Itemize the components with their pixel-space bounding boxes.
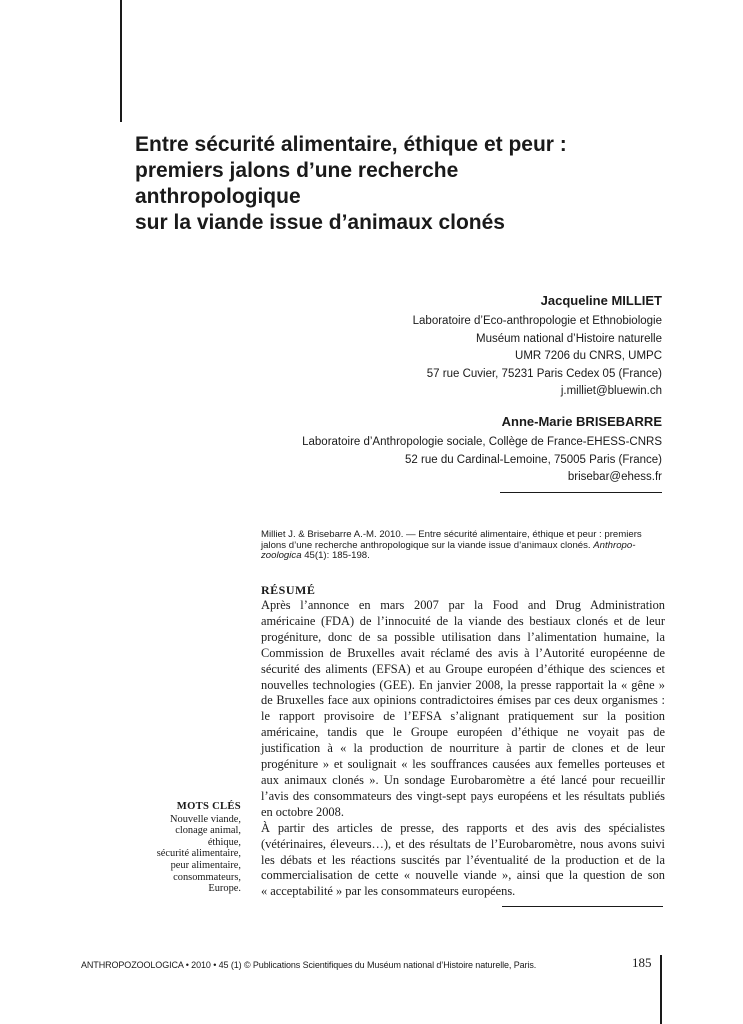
author-name: Anne-Marie BRISEBARRE — [501, 414, 662, 429]
text-line: justification à « la production de nourriture à partir de clones et de leur — [261, 741, 665, 756]
keyword: sécurité alimentaire, — [156, 848, 241, 860]
text-line: de Bruxelles face aux opinions contradictoires émises par ces deux organismes : — [261, 693, 665, 708]
author-block-2 — [302, 413, 662, 487]
keyword: peur alimentaire, — [170, 859, 241, 871]
text-line: américaine, tandis que le Groupe européen d’éthique ne voyait pas de — [261, 725, 665, 740]
keyword: clonage animal, — [175, 825, 241, 837]
text-line: Commission de Bruxelles avait réclamé des avis à l’Autorité européenne de — [261, 645, 665, 660]
text-line: en octobre 2008. — [261, 804, 344, 819]
top-vertical-rule — [120, 0, 122, 122]
author-divider — [500, 492, 662, 493]
text-line: commercialisation de cette « nouvelle viande », ainsi que la question de son — [261, 868, 665, 883]
citation — [261, 530, 666, 562]
resume-body — [261, 598, 665, 900]
author-name: Jacqueline MILLIET — [540, 293, 662, 308]
text-line: progéniture, donc de sa possible utilisation dans l’alimentation humaine, la — [261, 629, 665, 644]
text-line: le rapport provisoire de l’EFSA s’alignant pratiquement sur la position — [261, 709, 665, 724]
bottom-vertical-rule — [660, 955, 662, 1024]
keyword: consommateurs, — [173, 871, 241, 883]
affiliation-line: Laboratoire d’Anthropologie sociale, Collège de France-EHESS-CNRS — [302, 436, 662, 448]
text-line: progéniture » et soulignait « les souffrances causées aux femelles porteuses et — [261, 757, 665, 772]
affiliation-line: Muséum national d’Histoire naturelle — [475, 332, 662, 345]
keyword: Europe. — [208, 883, 241, 895]
keywords-block — [157, 801, 241, 895]
text-line: nouvelles technologies (GEE). En janvier 2008, la presse rapportait la « gêne » — [261, 677, 665, 692]
citation-text: 45(1): 185-198. — [301, 550, 370, 562]
article-title — [135, 132, 675, 236]
title-line: anthropologique — [135, 185, 301, 208]
text-line: À partir des articles de presse, des rapports et des avis des spécialistes — [261, 820, 665, 835]
keyword: éthique, — [207, 836, 241, 848]
citation-text: jalons d’une recherche anthropologique sur la viande issue d’animaux clonés. — [261, 539, 594, 551]
text-line: américaine (FDA) de l’innocuité de la viande des bestiaux clonés et de leur — [261, 613, 665, 628]
text-line: Après l’annonce en mars 2007 par la Food and Drug Administration — [261, 598, 665, 612]
title-line: Entre sécurité alimentaire, éthique et peur : — [135, 133, 567, 156]
journal-name: zoologica — [261, 550, 302, 562]
affiliation-line: Laboratoire d’Eco-anthropologie et Ethnobiologie — [412, 315, 662, 327]
keywords-heading: MOTS CLÉS — [176, 801, 241, 812]
journal-footer: ANTHROPOZOOLOGICA • 2010 • 45 (1) © Publications Scientifiques du Muséum national d’Histoire naturelle, Paris. — [81, 960, 537, 970]
text-line: « acceptabilité » par les consommateurs européens. — [261, 884, 516, 899]
address-line: 57 rue Cuvier, 75231 Paris Cedex 05 (France) — [426, 367, 662, 380]
title-line: sur la viande issue d’animaux clonés — [135, 211, 505, 234]
resume-divider — [502, 906, 663, 907]
citation-line: Milliet J. & Brisebarre A.-M. 2010. — Entre sécurité alimentaire, éthique et peur : premiers — [261, 529, 642, 540]
address-line: 52 rue du Cardinal-Lemoine, 75005 Paris (France) — [405, 453, 662, 466]
text-line: les débats et les réactions suscités par l’éventualité de la production et de la — [261, 852, 665, 867]
text-line: aux animaux clonés ». Un sondage Eurobaromètre a été lancé pour recueillir — [261, 772, 665, 787]
text-line: l’avis des consommateurs des vingt-sept pays européens et les résultats publiés — [261, 788, 665, 803]
text-line: sécurité des aliments (EFSA) et au Groupe européen d’éthique des sciences et — [261, 661, 665, 676]
title-line: premiers jalons d’une recherche — [135, 159, 459, 182]
page-number: 185 — [632, 955, 652, 970]
author-block-1 — [413, 292, 662, 401]
resume-heading: RÉSUMÉ — [261, 583, 316, 597]
text-line: (vétérinaires, éleveurs…), et des résultats de l’Eurobaromètre, nous avons suivi — [261, 836, 665, 851]
affiliation-line: UMR 7206 du CNRS, UMPC — [515, 350, 662, 363]
journal-name: Anthropo- — [593, 539, 636, 551]
email-link[interactable]: brisebar@ehess.fr — [567, 471, 662, 484]
email-link[interactable]: j.milliet@bluewin.ch — [560, 385, 662, 398]
citation-line — [261, 551, 666, 562]
keyword: Nouvelle viande, — [170, 813, 241, 825]
